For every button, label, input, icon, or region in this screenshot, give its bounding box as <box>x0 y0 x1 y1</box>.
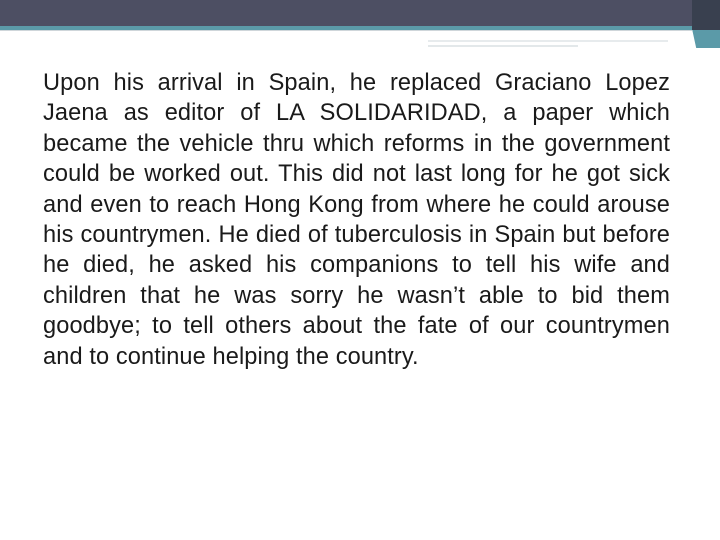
slide-body-paragraph: Upon his arrival in Spain, he replaced Graciano Lopez Jaena as editor of LA SOLIDARIDAD, a paper which became the vehicle thru which reforms in the government could be worked out. This did not last long for he got sick and even to reach Hong Kong from where he could arouse his countrymen. He died of tuberculosis in Spain but before he died, he asked his companions to tell his wife and children that he was sorry he wasn’t able to bid them goodbye; to tell others about the fate of our countrymen and to continue helping the country. <box>43 70 670 370</box>
corner-tab-dark <box>692 0 720 30</box>
header-divider <box>0 30 692 31</box>
decorative-line <box>428 40 668 42</box>
slide-header-band <box>0 0 720 26</box>
decorative-line <box>428 45 578 47</box>
